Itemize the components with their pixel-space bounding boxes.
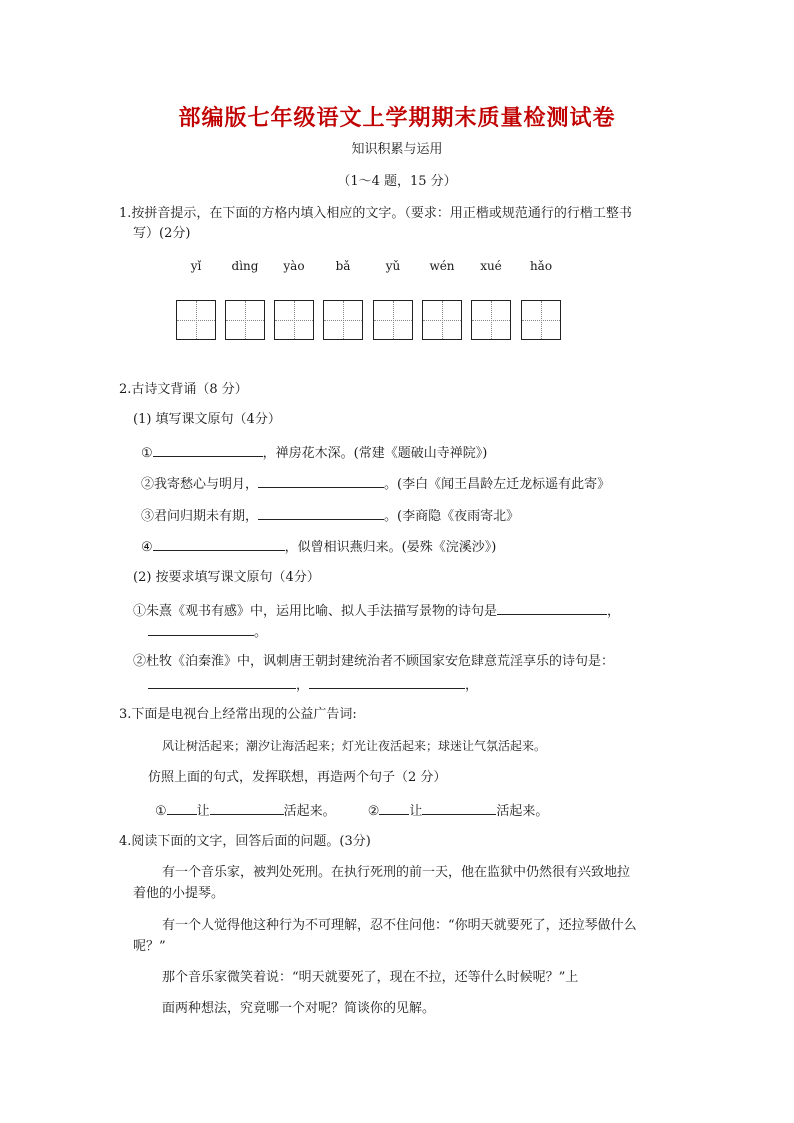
exam-title: 部编版七年级语文上学期期末质量检测试卷 [178,106,616,131]
part2-item1-text: ①朱熹《观书有感》中，运用比喻、拟人手法描写景物的诗句是 [133,604,498,619]
part2-item2-end: ， [465,678,479,693]
writing-box-5[interactable] [373,300,413,340]
writing-box-4[interactable] [323,300,363,340]
pinyin-6: wén [429,259,455,273]
pinyin-7: xué [480,259,502,273]
q2-item-3 [141,506,519,526]
writing-box-7[interactable] [471,300,511,340]
answer-blank-8[interactable] [309,675,465,689]
item-3-number: ③ [141,509,155,524]
pinyin-3: yào [283,259,305,273]
q4-para3: 那个音乐家微笑着说：“明天就要死了，现在不拉，还等什么时候呢？”上 [162,970,579,985]
answer-blank-4[interactable] [153,537,285,551]
writing-box-2[interactable] [225,300,265,340]
item-3-lead: 君问归期未有期， [154,509,259,524]
answer-blank-1[interactable] [153,443,263,457]
q3-rang-2: 让 [409,804,423,819]
q2-part1-heading: (1) 填写课文原句（4分） [133,412,281,427]
q4-para2-line1: 有一个人觉得他这种行为不可理解，忍不住问他：“你明天就要死了，还拉琴做什么 [162,918,637,933]
pinyin-1: yǐ [190,259,202,273]
q1-instruction-line2: 写）(2分) [133,226,191,241]
section-subtitle: 知识积累与运用 [351,142,443,157]
q1-instruction-line1: 1.按拼音提示，在下面的方格内填入相应的文字。（要求：用正楷或规范通行的行楷工整书 [119,206,632,221]
item-1-number: ① [141,446,153,461]
q4-heading: 4.阅读下面的文字，回答后面的问题。(3分) [119,834,371,849]
q2-part2-item1-cont [148,622,267,642]
q3-ad-text: 风让树活起来；潮汐让海活起来；灯光让夜活起来；球迷让气氛活起来。 [162,739,547,753]
writing-box-1[interactable] [176,300,216,340]
q3-answer-line [155,801,548,821]
q3-choice-1: ① [155,804,167,819]
q3-end-1: 活起来。 [283,804,336,819]
q2-part2-item2-cont [148,675,478,695]
question-range: （1～4 题，15 分） [337,174,457,189]
answer-blank-3[interactable] [258,506,384,520]
part2-item2-mid: ， [296,678,310,693]
answer-blank-2[interactable] [258,474,384,488]
q3-blank-2a[interactable] [379,801,409,815]
q4-para2-line2: 呢？” [133,939,166,954]
part2-item1-end: 。 [254,625,268,640]
answer-blank-6[interactable] [148,622,254,636]
writing-box-3[interactable] [274,300,314,340]
writing-box-8[interactable] [521,300,561,340]
item-2-number: ② [141,477,155,492]
answer-blank-5[interactable] [497,601,607,615]
part2-item1-comma: ， [607,604,621,619]
writing-box-6[interactable] [422,300,462,340]
q2-part2-item1 [133,601,620,621]
item-3-text: 。(李商隐《夜雨寄北》 [384,509,520,524]
item-1-text: ，禅房花木深。(常建《题破山寺禅院》) [262,446,488,461]
q3-blank-2b[interactable] [422,801,496,815]
pinyin-4: bǎ [335,259,351,273]
q3-heading: 3.下面是电视台上经常出现的公益广告词: [119,707,357,722]
item-4-text: ，似曾相识燕归来。(晏殊《浣溪沙》) [284,540,497,555]
q2-item-2 [141,474,610,494]
q2-part2-item2: ②杜牧《泊秦淮》中，讽刺唐王朝封建统治者不顾国家安危肆意荒淫享乐的诗句是： [133,654,615,669]
item-4-number: ④ [141,540,153,555]
item-2-text: 。(李白《闻王昌龄左迁龙标遥有此寄》 [384,477,611,492]
pinyin-8: hǎo [529,259,553,273]
q3-choice-2: ② [367,804,380,819]
pinyin-5: yǔ [385,259,401,273]
q2-item-4 [141,537,496,557]
q2-part2-heading: (2) 按要求填写课文原句（4分） [133,570,320,585]
q3-end-2: 活起来。 [496,804,549,819]
pinyin-2: dìng [231,259,259,273]
q4-question: 面两种想法，究竟哪一个对呢？简谈你的见解。 [162,1001,436,1016]
q3-rang-1: 让 [196,804,210,819]
q4-para1-line1: 有一个音乐家，被判处死刑。在执行死刑的前一天，他在监狱中仍然很有兴致地拉 [162,865,631,880]
q4-para1-line2: 着他的小提琴。 [133,886,225,901]
q2-heading: 2.古诗文背诵（8 分） [119,382,248,397]
item-2-lead: 我寄愁心与明月， [154,477,259,492]
q3-blank-1b[interactable] [210,801,284,815]
q2-item-1 [141,443,487,463]
answer-blank-7[interactable] [148,675,296,689]
q3-prompt: 仿照上面的句式，发挥联想，再造两个句子（2 分） [148,770,447,785]
q3-blank-1a[interactable] [167,801,197,815]
